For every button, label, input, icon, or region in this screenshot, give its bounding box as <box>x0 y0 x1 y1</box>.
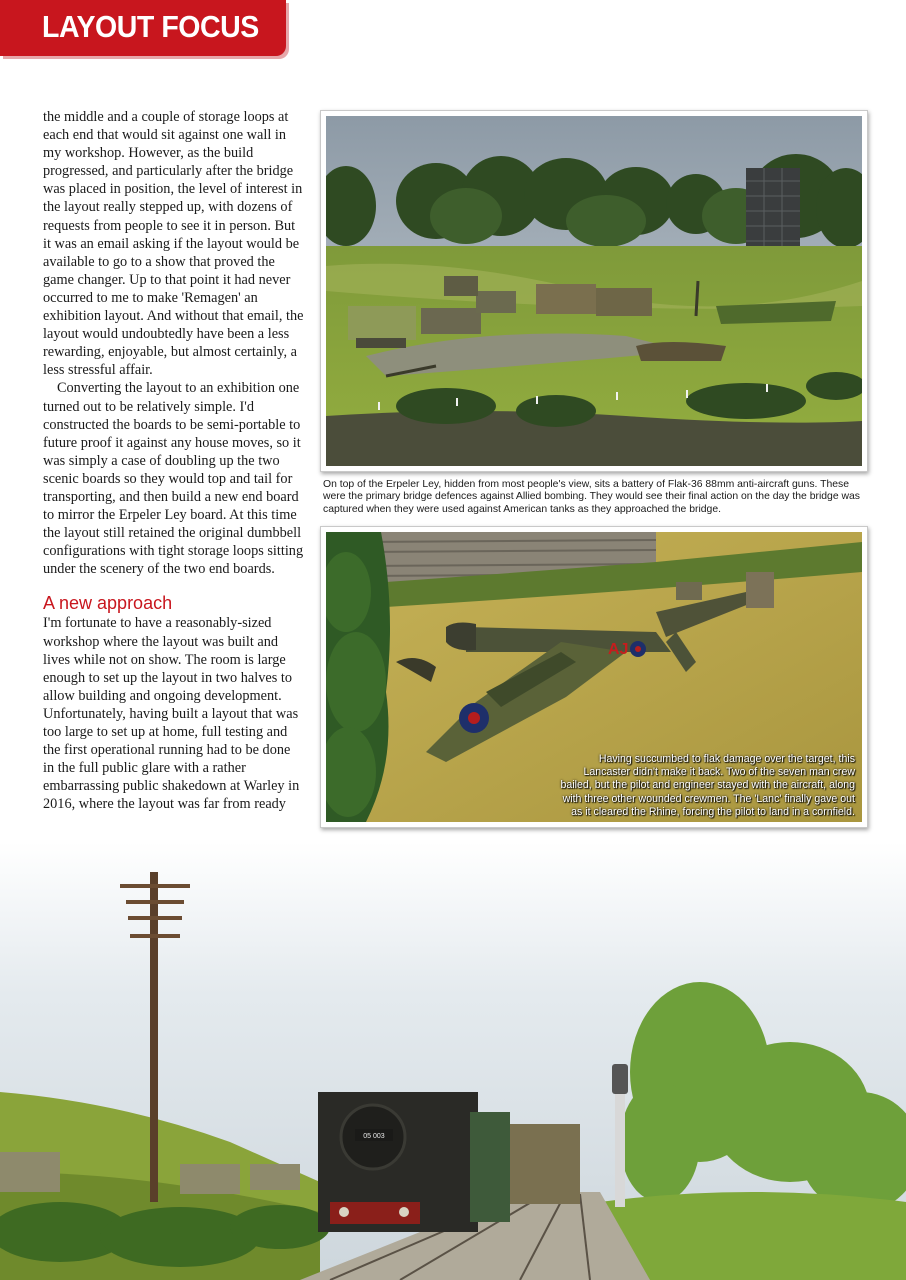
section-label: LAYOUT FOCUS <box>42 9 259 44</box>
subheading: A new approach <box>43 593 173 614</box>
flak-battery-image <box>326 116 862 466</box>
lancaster-caption: Having succumbed to flak damage over the target, this Lancaster didn't make it back. Two of the seven man crew bailed, but the pilot and engineer stayed with the aircraft, along with three other wounded crewmen. The 'Lanc' finally gave out as it cleared the Rhine, forcing the pilot to land in a cornfield. <box>560 752 855 818</box>
article-column <box>43 108 305 813</box>
article-paragraph: the middle and a couple of storage loops at each end that would sit against one wall in my workshop. However, as the build progressed, and particularly after the bridge was placed in position, the level of interest in the layout really stepped up, with dozens of requests from people to see it in person. But it was an email asking if the layout would be available to go to a show that proved the game changer. Up to that point it had never occurred to me to make 'Remagen' an exhibition layout. And without that email, the layout would undoubtedly have been a less rewarding, enjoyable, but almost certainly, a less stressful affair. <box>43 109 304 379</box>
article-paragraph: I'm fortunate to have a reasonably-sized workshop where the layout was built and lives while not on show. The room is large enough to set up the layout in two halves to allow building and ongoing development. Unfortunately, having built a layout that was too large to set up at home, full testing and the first operational running had to be done in the full public glare with a rather embarrassing public shakedown at Warley in 2016, where the layout was far from ready <box>43 615 300 813</box>
loco-number: 05 003 <box>363 1133 385 1140</box>
aircraft-code: AJ <box>608 641 629 658</box>
section-header-tab <box>0 0 286 56</box>
article-paragraph: Converting the layout to an exhibition one turned out to be relatively simple. I'd constructed the boards to be semi-portable to future proof it against any house moves, so it was simply a case of doubling up the two scenic boards so they would top and tail for transporting, and then build a new end board to mirror the Erpeler Ley board. At this time the layout still retained the original dumbbell configurations with tight storage loops sitting under the scenery of the two end boards. <box>43 380 304 578</box>
flak-battery-caption: On top of the Erpeler Ley, hidden from most people's view, sits a battery of Flak-36 88mm anti-aircraft guns. These were the primary bridge defences against Allied bombing. They would see their final action on the day the bridge was captured when they were used against American tanks as they approached the bridge. <box>323 479 860 515</box>
flak-battery-photo <box>320 110 868 472</box>
locomotive-photo <box>0 842 906 1280</box>
lancaster-photo <box>320 526 868 828</box>
